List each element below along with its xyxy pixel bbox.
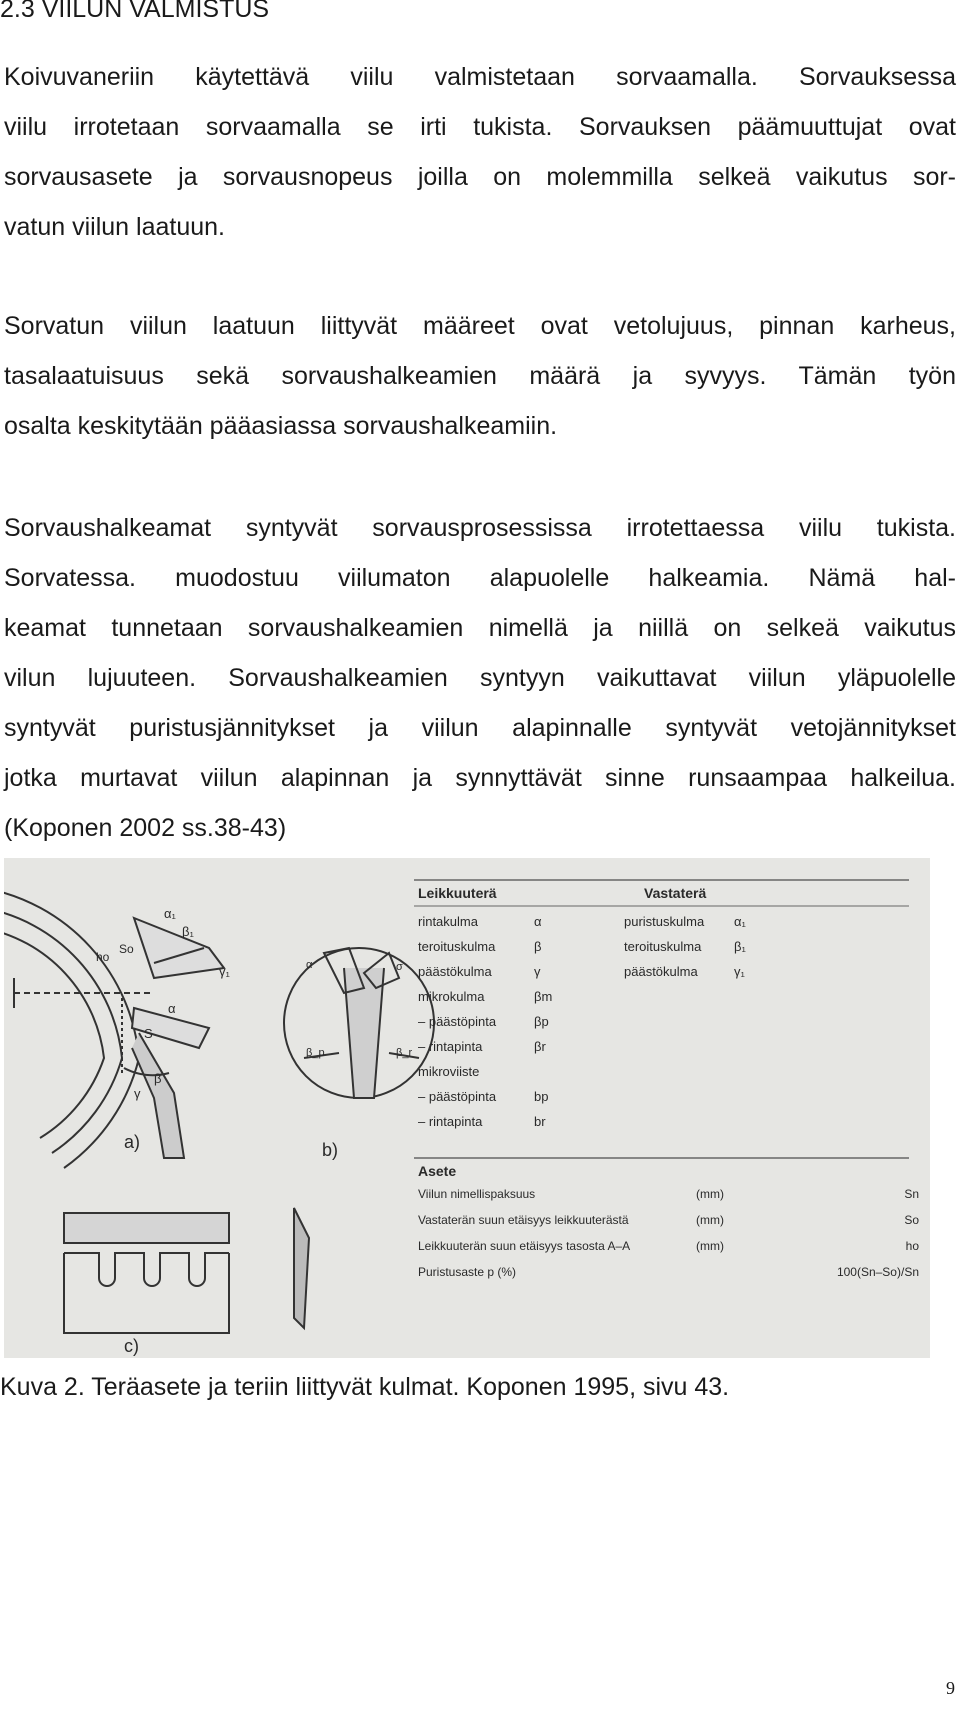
table-cell-name: rintakulma [418,914,478,929]
text-line: sorvausasete ja sorvausnopeus joilla on molemmilla selkeä vaikutus sor- [4,163,956,191]
table-cell-symbol: bp [534,1089,549,1104]
panel-label-b: b) [322,1140,339,1160]
panel-label-c: c) [124,1336,139,1356]
setting-cell-symbol: ho [905,1239,919,1253]
page-number: 9 [946,1678,955,1698]
diagram-label: α [168,1001,176,1016]
text-line: Sorvatessa. muodostuu viilumaton alapuolelle halkeamia. Nämä hal- [4,564,956,592]
text-line: Koivuvaneriin käytettävä viilu valmistetaan sorvaamalla. Sorvauksessa [4,63,956,91]
table-cell-name: teroituskulma [418,939,496,954]
table-header-counter-blade: Vastaterä [644,885,707,901]
diagram-label: α [306,959,313,971]
table-cell-name: – rintapinta [418,1114,483,1129]
diagram-c [64,1208,309,1333]
diagram-label: β_p [306,1047,325,1059]
diagram-label: γ₁ [219,964,230,979]
table-rows [418,914,747,1129]
table-cell-name: päästökulma [624,964,698,979]
table-cell-name: – päästöpinta [418,1089,497,1104]
table-cell-symbol: βm [534,989,553,1004]
text-line: Sorvaushalkeamat syntyvät sorvausprosessissa irrotettaessa viilu tukista. [4,514,956,542]
setting-cell-name: Leikkuuterän suun etäisyys tasosta A–A [418,1239,631,1253]
section-heading: 2.3 VIILUN VALMISTUS [0,0,270,23]
text-line: Sorvatun viilun laatuun liittyvät määreet ovat vetolujuus, pinnan karheus, [4,312,956,340]
diagram-label: So [119,942,134,956]
diagram-label: α₁ [164,906,176,921]
setting-cell-name: Vastaterän suun etäisyys leikkuuterästä [418,1213,629,1227]
figure-caption: Kuva 2. Teräasete ja teriin liittyvät kulmat. Koponen 1995, sivu 43. [0,1373,730,1401]
text-line: vilun lujuuteen. Sorvaushalkeamien syntyyn vaikuttavat viilun yläpuolelle [4,664,956,692]
table-cell-name: teroituskulma [624,939,702,954]
diagram-label: S [144,1026,153,1041]
figure-blade-setting [4,858,930,1358]
table-cell-symbol: β [534,939,542,954]
paragraph-1 [4,52,956,252]
setting-rows [418,1187,919,1279]
table-cell-name: päästökulma [418,964,492,979]
table-header-blade: Leikkuuterä [418,885,497,901]
setting-cell-unit: (mm) [696,1213,724,1227]
diagram-label: σ [396,961,403,973]
angle-table [414,880,919,1279]
setting-cell-symbol: So [904,1213,919,1227]
table-cell-name: puristuskulma [624,914,705,929]
table-cell-symbol: γ [534,964,541,979]
text-line: vatun viilun laatuun. [4,213,225,241]
diagram-label: ho [96,950,110,964]
diagram-label: β [154,1071,162,1086]
text-line: syntyvät puristusjännitykset ja viilun alapinnalle syntyvät vetojännitykset [4,714,956,742]
figure-drawing [4,858,930,1358]
diagram-label: β_r [396,1047,413,1059]
table-cell-name: – rintapinta [418,1039,483,1054]
panel-label-a: a) [124,1132,141,1152]
diagram-label: γ [134,1086,141,1101]
table-cell-name: mikroviiste [418,1064,480,1079]
setting-cell-name: Viilun nimellispaksuus [418,1187,536,1201]
text-line: (Koponen 2002 ss.38-43) [4,814,287,842]
table-cell-name: mikrokulma [418,989,485,1004]
table-cell-symbol: β₁ [734,939,746,954]
text-line: keamat tunnetaan sorvaushalkeamien nimellä ja niillä on selkeä vaikutus [4,614,956,642]
table-cell-symbol: βr [534,1039,546,1054]
setting-cell-unit: (mm) [696,1239,724,1253]
table-cell-symbol: βp [534,1014,549,1029]
setting-cell-symbol: 100(Sn–So)/Sn [836,1265,919,1279]
diagram-label: β₁ [182,924,194,939]
text-line: viilu irrotetaan sorvaamalla se irti tukista. Sorvauksen päämuuttujat ovat [4,113,956,141]
setting-cell-unit: (mm) [696,1187,724,1201]
text-line: jotka murtavat viilun alapinnan ja synnyttävät sinne runsaampaa halkeilua. [4,764,956,792]
table-cell-symbol: br [534,1114,546,1129]
setting-cell-symbol: Sn [904,1187,919,1201]
table-cell-symbol: α₁ [734,914,746,929]
paragraph-2 [4,301,956,451]
text-line: osalta keskitytään pääasiassa sorvaushalkeamiin. [4,412,558,440]
setting-cell-name: Puristusaste p (%) [418,1265,517,1279]
table-header-setting: Asete [418,1163,457,1179]
table-cell-name: – päästöpinta [418,1014,497,1029]
text-line: tasalaatuisuus sekä sorvaushalkeamien määrä ja syvyys. Tämän työn [4,362,956,390]
paragraph-3 [4,503,956,853]
table-cell-symbol: α [534,914,542,929]
table-cell-symbol: γ₁ [734,964,745,979]
